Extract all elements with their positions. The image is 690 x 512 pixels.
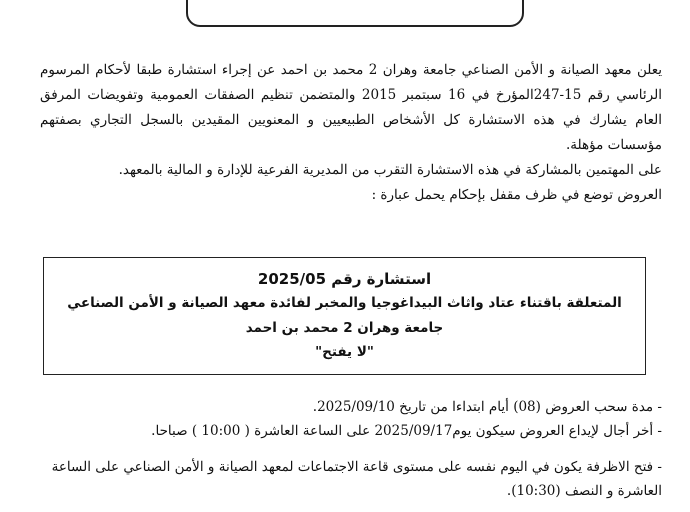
envelope-label-box	[43, 257, 646, 375]
withdrawal-period: - مدة سحب العروض (08) أيام ابتداءا من تاريخ 2025/09/10.	[312, 399, 662, 415]
contact-paragraph: على المهتمين بالمشاركة في هذه الاستشارة التقرب من المديرية الفرعية للإدارة و المالية بالمعهد.	[118, 162, 662, 178]
envelope-paragraph: العروض توضع في ظرف مقفل بإحكام يحمل عبارة :	[371, 187, 662, 203]
terms-list	[40, 395, 662, 503]
consultation-subject: المتعلقة باقتناء عتاد واثاث البيداغوجيا والمخبر لفائدة معهد الصيانة و الأمن الصناعي	[67, 295, 622, 311]
do-not-open-label: "لا يفتح"	[315, 344, 374, 360]
university-name: جامعة وهران 2 محمد بن احمد	[245, 320, 444, 336]
opening-session: - فتح الاظرفة يكون في اليوم نفسه على مستوى قاعة الاجتماعات لمعهد الصيانة و الأمن الصناعي على الساعة العاشرة و النصف (10:30).	[51, 459, 662, 499]
intro-paragraph: يعلن معهد الصيانة و الأمن الصناعي جامعة وهران 2 محمد بن احمد عن إجراء استشارة طبقا لأحكام المرسوم الرئاسي رقم 15-247المؤرخ في 16 سبتمبر 2015 والمتضمن تنظيم الصفقات العمومية وتفويضات المرفق العام يشارك في هذه الاستشارة كل الأشخاص الطبيعيين و المعنويين المقيدين بالسجل التجاري بصفتهم مؤسسات مؤهلة.	[40, 62, 662, 153]
submission-deadline: - أخر أجال لإيداع العروض سيكون يوم2025/09/17 على الساعة العاشرة ( 10:00 ) صباحا.	[151, 423, 662, 439]
top-frame	[186, 0, 524, 27]
announcement-body	[40, 58, 662, 208]
consultation-number: استشارة رقم 2025/05	[257, 270, 432, 288]
